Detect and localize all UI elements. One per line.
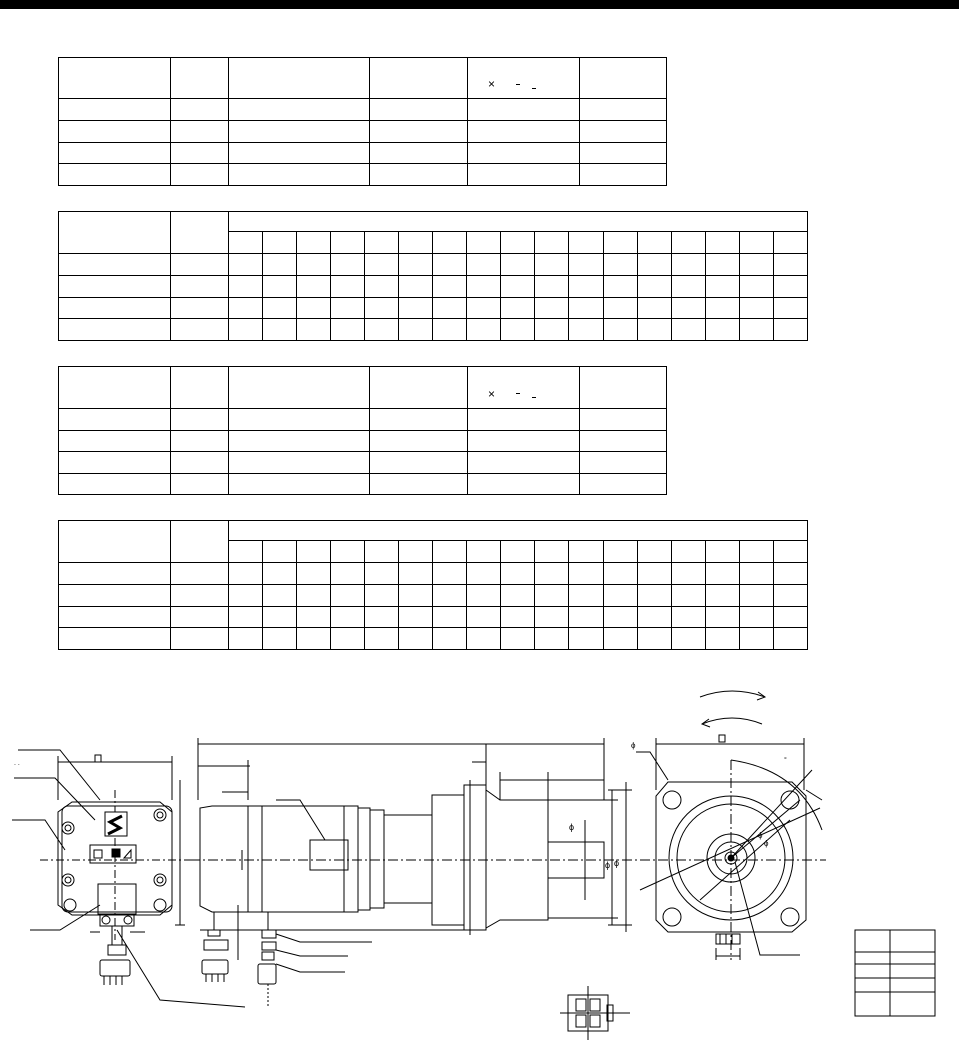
phi-symbol: ϕ bbox=[614, 858, 620, 868]
dot-mark: . . bbox=[14, 760, 20, 767]
front-flange-view bbox=[631, 735, 826, 960]
rear-view bbox=[12, 750, 245, 1007]
ccw-arrow-icon bbox=[702, 718, 762, 727]
multiply-symbol: × bbox=[488, 386, 496, 401]
connector-pin-view bbox=[560, 986, 630, 1040]
phi-symbol: ϕ bbox=[631, 741, 636, 750]
phi-symbol: ϕ bbox=[764, 839, 769, 848]
cw-arrow-icon bbox=[700, 691, 765, 700]
multiply-symbol: × bbox=[488, 77, 496, 91]
degree-mark: ° bbox=[784, 757, 787, 764]
phi-symbol: ϕ bbox=[605, 860, 611, 870]
phi-symbol: ϕ bbox=[569, 822, 575, 832]
pin-table bbox=[855, 930, 935, 1016]
side-view bbox=[190, 738, 660, 1008]
phi-symbol: ϕ bbox=[758, 831, 763, 840]
